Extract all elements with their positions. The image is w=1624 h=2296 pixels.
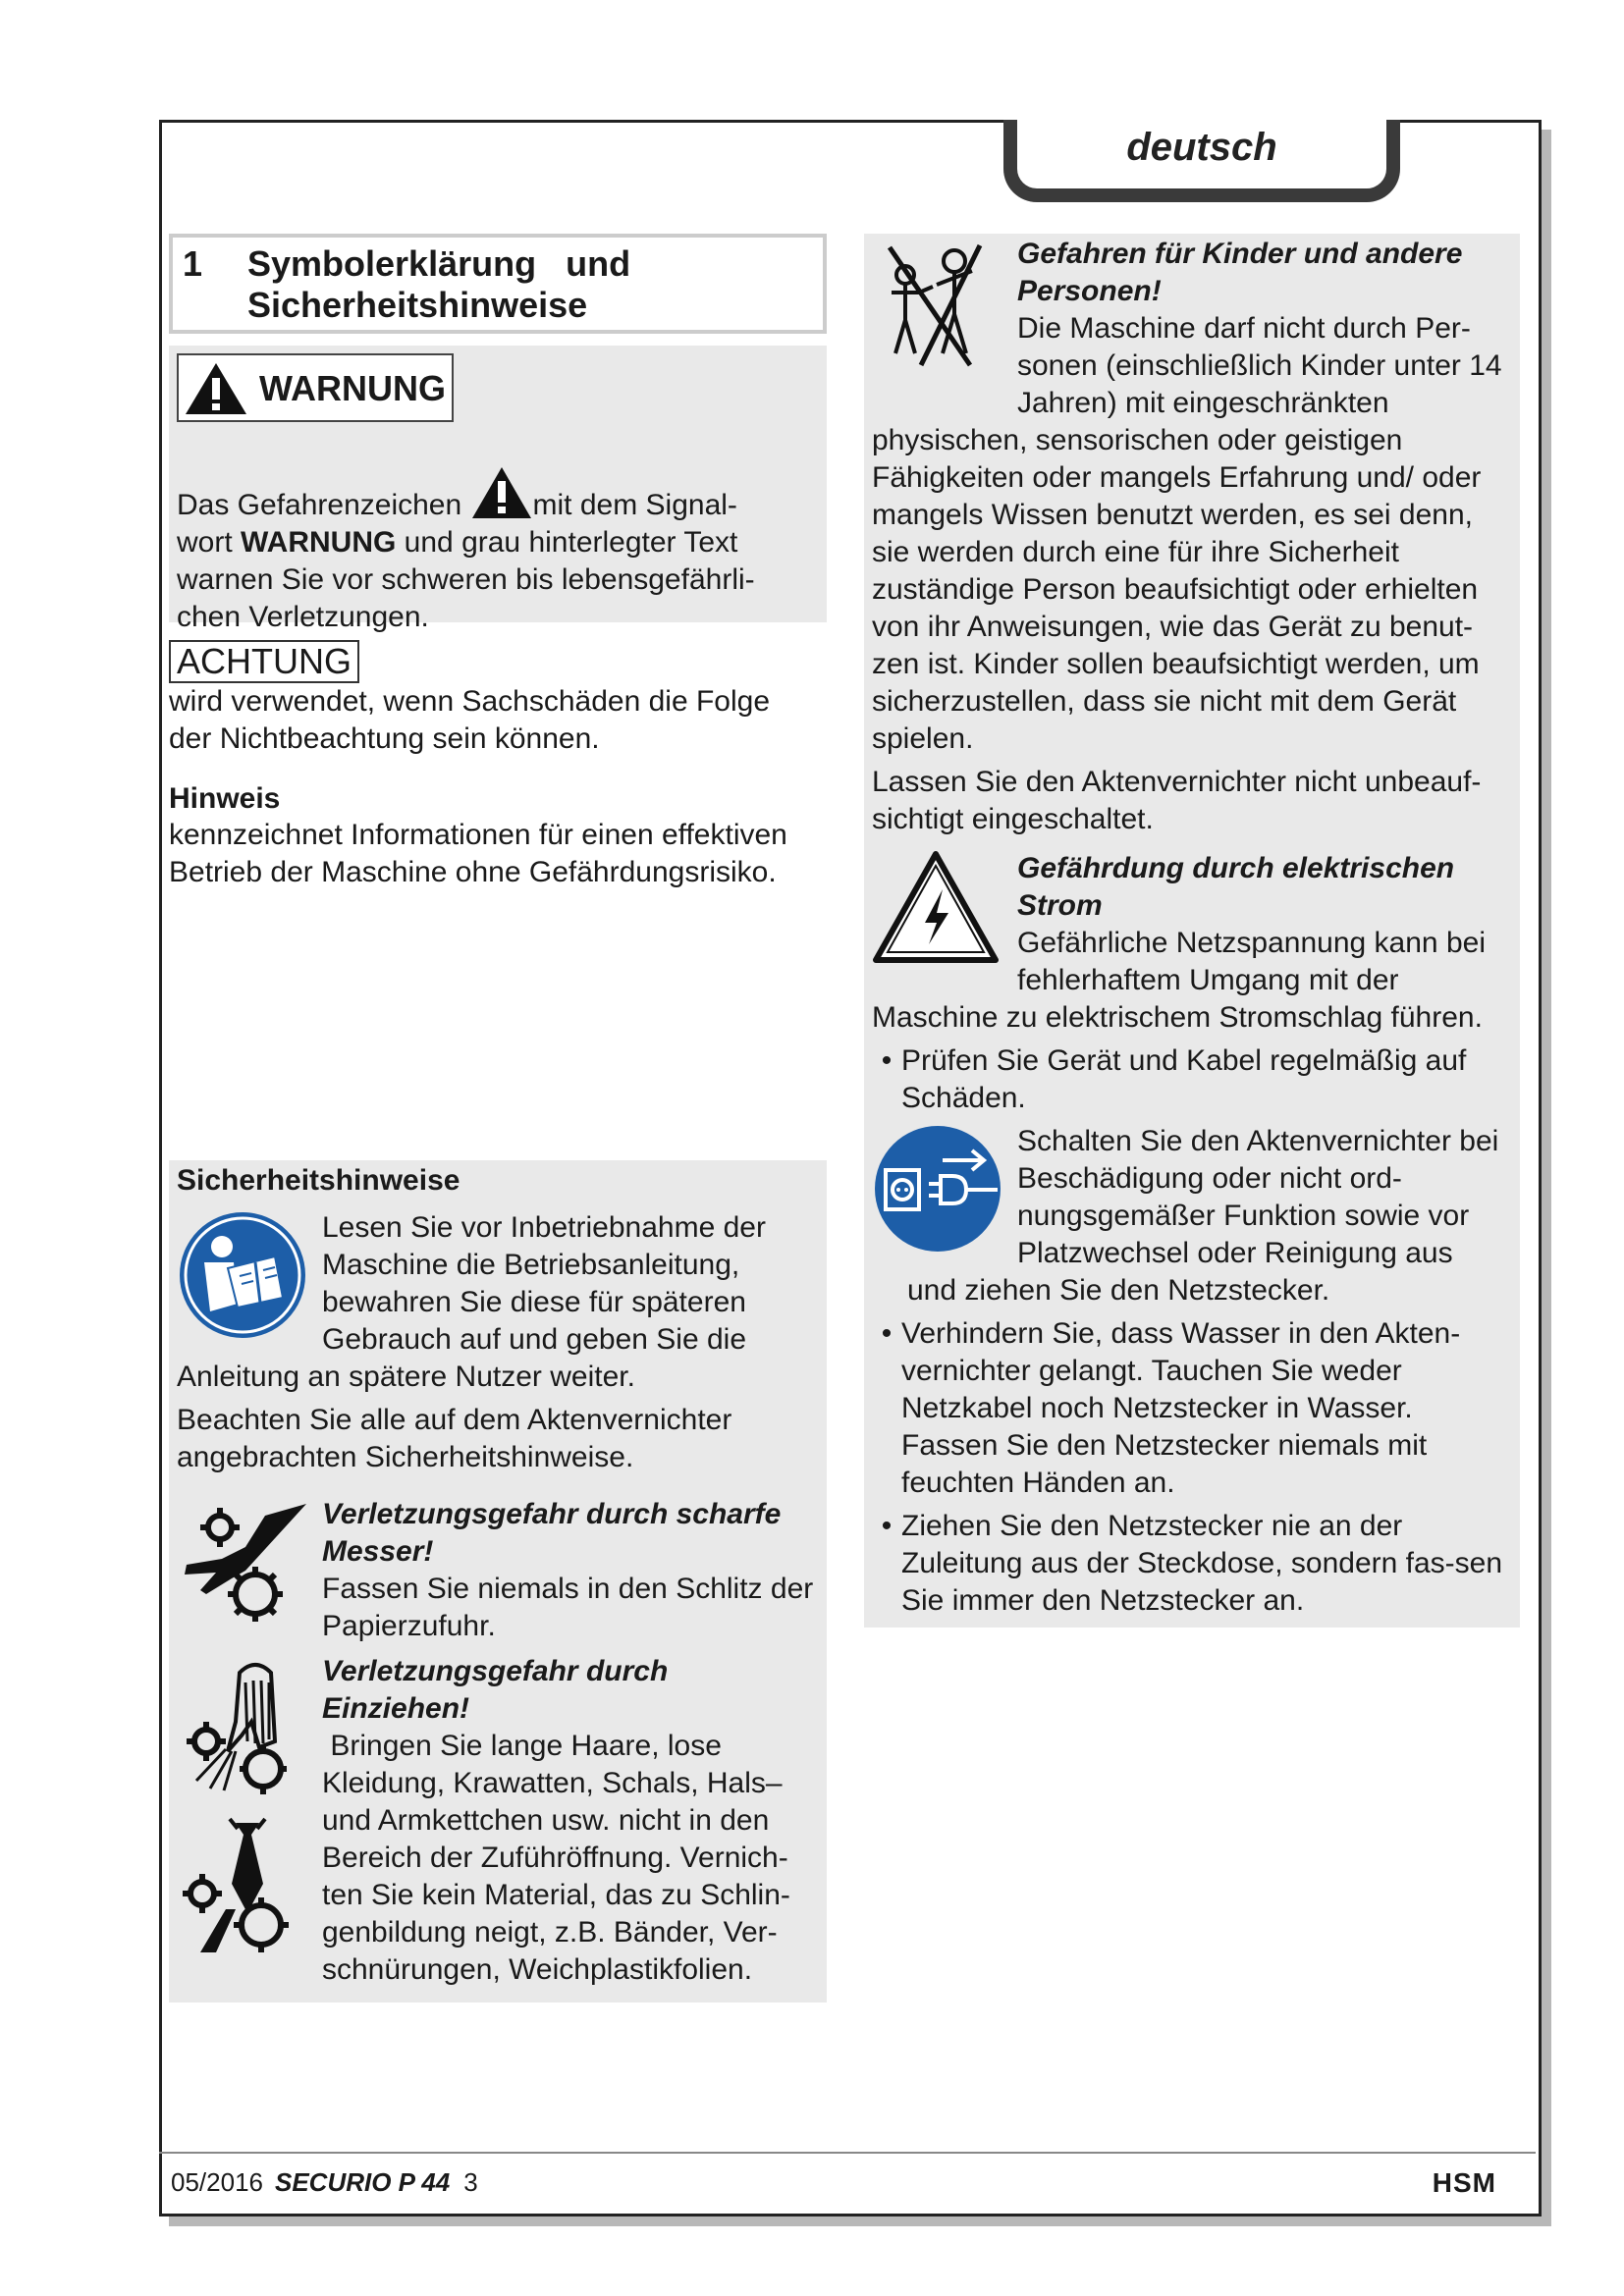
- bullet-check-cable: • Prüfen Sie Gerät und Kabel regelmäßig auf Schäden.: [881, 1044, 1467, 1114]
- hair-entanglement-icon: [177, 1653, 308, 1800]
- left-column: [169, 234, 827, 891]
- read-manual-icon: [177, 1209, 308, 1341]
- manual-text-cont: Anleitung an spätere Nutzer weiter.: [177, 1361, 635, 1393]
- page-footer: [159, 2152, 1536, 2198]
- manual-row: [177, 1209, 819, 1359]
- pull-text: Bringen Sie lange Haare, lose Kleidung, Krawatten, Schals, Hals– und Armkettchen usw. nicht in den Bereich der Zuführöffnung. Vernich-ten Sie kein Material, das zu Schlin-genbildung neigt, z.B. Bänder, Ver-schnürungen, Weichplastikfolien.: [322, 1730, 790, 1986]
- unplug-row: [872, 1123, 1512, 1272]
- right-column: [864, 234, 1520, 1628]
- unplug-text: Schalten Sie den Aktenvernichter bei Beschädigung oder nicht ord-nungsgemäßer Funktion sowie vor Platzwechsel oder Reinigung aus: [1017, 1125, 1499, 1269]
- caution-text: wird verwendet, wenn Sachschäden die Folge der Nichtbeachtung sein können.: [169, 685, 771, 755]
- no-children-icon: [872, 236, 994, 373]
- bullet-plug: • Ziehen Sie den Netzstecker nie an der Zuleitung aus der Steckdose, sondern fas-sen Sie immer den Netzstecker an.: [881, 1510, 1503, 1617]
- warning-label: WARNUNG: [177, 353, 454, 422]
- unattended-text: Lassen Sie den Aktenvernichter nicht unbeauf-sichtigt eingeschaltet.: [872, 766, 1482, 835]
- language-tab: [1003, 120, 1400, 202]
- footer-page: 3: [463, 2167, 478, 2197]
- children-text: Die Maschine darf nicht durch Per-sonen (einschließlich Kinder unter 14 Jahren) mit eingeschränkten: [1017, 312, 1502, 419]
- sharp-blade-hand-icon: [177, 1496, 308, 1633]
- cut-title: Verletzungsgefahr durch scharfe Messer!: [322, 1498, 782, 1568]
- children-text-cont: physischen, sensorischen oder geistigen Fähigkeiten oder mangels Erfahrung und/ oder mangels Wissen benutzt werden, es sei denn, sie werden durch eine für ihre Sicherheit zuständige Person beaufsichtigt oder erhielten von ihr Anweisungen, wie das Gerät zu benut-zen ist. Kinder sollen beaufsichtigt werden, um sicherzustellen, dass sie nicht mit dem Gerät spielen.: [872, 424, 1482, 755]
- electric-text: Gefährliche Netzspannung kann bei fehlerhaftem Umgang mit der: [1017, 927, 1486, 996]
- children-row: [872, 236, 1512, 422]
- note-text: kennzeichnet Informationen für einen effektiven Betrieb der Maschine ohne Gefährdungsrisiko.: [169, 819, 787, 888]
- electric-text-cont: Maschine zu elektrischem Stromschlag führen.: [872, 1001, 1483, 1034]
- warning-triangle-inline-icon: [470, 465, 533, 520]
- electric-title: Gefährdung durch elektrischen Strom: [1017, 852, 1455, 922]
- footer-model: SECURIO P 44: [274, 2167, 451, 2197]
- pull-title: Verletzungsgefahr durch Einziehen!: [322, 1655, 669, 1725]
- cut-row: [177, 1496, 819, 1645]
- footer-date: 05/2016: [171, 2167, 263, 2197]
- electric-row: [872, 850, 1512, 999]
- tie-entanglement-icon: [177, 1815, 308, 1962]
- warning-block: [169, 346, 827, 633]
- safety-heading: Sicherheitshinweise: [177, 1164, 460, 1197]
- section-title-line1: Symbolerklärung und: [247, 243, 631, 284]
- observe-text: Beachten Sie alle auf dem Aktenvernichter angebrachten Sicherheitshinweise.: [177, 1404, 732, 1473]
- warning-triangle-icon: [183, 360, 249, 417]
- electric-hazard-icon: [872, 850, 1000, 966]
- children-title: Gefahren für Kinder und andere Personen!: [1017, 238, 1463, 307]
- unplug-text-cont: und ziehen Sie den Netzstecker.: [907, 1274, 1330, 1307]
- bullet-water: • Verhindern Sie, dass Wasser in den Akten-vernichter gelangt. Tauchen Sie weder Netzkabel noch Netzstecker in Wasser. Fassen Sie den Netzstecker niemals mit feuchten Händen an.: [881, 1317, 1461, 1499]
- language-label: deutsch: [1126, 125, 1277, 169]
- warning-text: Das Gefahrenzeichen mit dem Signal- wort WARNUNG und grau hinterlegter Text warnen Sie vor schweren bis lebensgefährli- chen Verletzungen.: [177, 465, 819, 636]
- section-title-line2: Sicherheitshinweise: [247, 285, 588, 325]
- unplug-icon: [872, 1123, 1003, 1255]
- note-heading: Hinweis: [169, 782, 281, 815]
- manual-text: Lesen Sie vor Inbetriebnahme der Maschine die Betriebsanleitung, bewahren Sie diese für späteren Gebrauch auf und geben Sie die: [322, 1211, 766, 1356]
- pull-row: [177, 1653, 819, 1989]
- cut-text: Fassen Sie niemals in den Schlitz der Papierzufuhr.: [322, 1573, 814, 1642]
- safety-block: [169, 1160, 827, 2002]
- section-title: [169, 234, 827, 334]
- caution-label: ACHTUNG: [169, 640, 359, 683]
- brand-logo: HSM: [1432, 2167, 1496, 2198]
- section-number: 1: [183, 243, 203, 284]
